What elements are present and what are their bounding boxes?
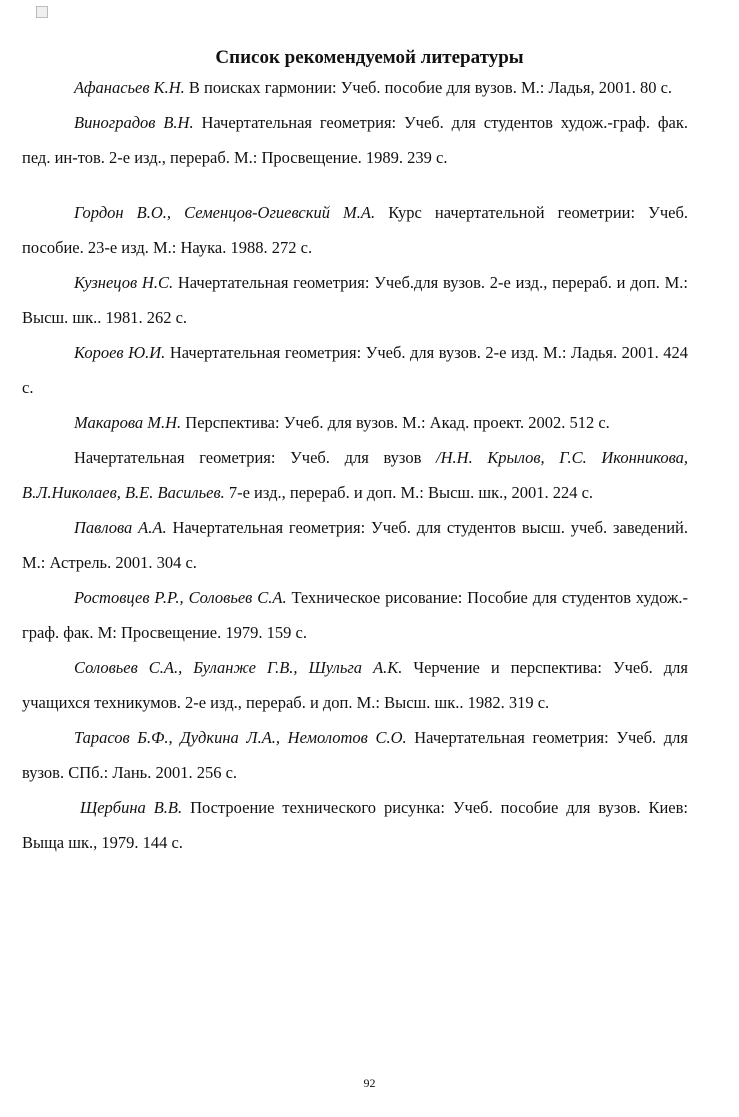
reference-authors: Павлова А.А. — [74, 518, 167, 537]
reference-title: Начертательная геометрия: Учеб. для вузов — [74, 448, 437, 467]
reference-item — [22, 405, 688, 440]
reference-list — [22, 70, 688, 860]
reference-authors: /Н.Н. Крылов, Г.С. Иконникова, В.Л.Николаев, В.Е. Васильев. — [22, 448, 688, 502]
reference-text: Начертательная геометрия: Учеб. для студентов худож.-граф. фак. пед. ин-тов. 2-е изд., перераб. М.: Просвещение. 1989. 239 с. — [22, 113, 688, 167]
reference-text: В поисках гармонии: Учеб. пособие для вузов. М.: Ладья, 2001. 80 с. — [184, 78, 673, 97]
reference-authors: Гордон В.О., Семенцов-Огиевский М.А. — [74, 203, 376, 222]
page-title: Список рекомендуемой литературы — [215, 46, 524, 68]
reference-authors: Тарасов Б.Ф., Дудкина Л.А., Немолотов С.О. — [74, 728, 407, 747]
reference-item — [22, 720, 688, 790]
reference-text: 7-е изд., перераб. и доп. М.: Высш. шк., 2001. 224 с. — [224, 483, 594, 502]
reference-authors: Кузнецов Н.С. — [74, 273, 174, 292]
reference-text: Построение технического рисунка: Учеб. пособие для вузов. Киев: Выща шк., 1979. 144 с. — [22, 798, 688, 852]
reference-authors: Афанасьев К.Н. — [74, 78, 185, 97]
reference-item — [22, 265, 688, 335]
reference-text: Перспектива: Учеб. для вузов. М.: Акад. проект. 2002. 512 с. — [181, 413, 610, 432]
reference-item — [22, 335, 688, 405]
reference-authors: Макарова М.Н. — [74, 413, 182, 432]
reference-authors: Ростовцев Р.Р., Соловьев С.А. — [74, 588, 287, 607]
reference-item — [22, 195, 688, 265]
reference-authors: Соловьев С.А., Буланже Г.В., Шульга А.К. — [74, 658, 403, 677]
reference-authors: Щербина В.В. — [80, 798, 183, 817]
reference-text: Черчение и перспектива: Учеб. для учащихся техникумов. 2-е изд., перераб. и доп. М.: Высш. шк.. 1982. 319 с. — [22, 658, 688, 712]
reference-authors: Короев Ю.И. — [74, 343, 166, 362]
reference-item — [22, 650, 688, 720]
reference-text: Начертательная геометрия: Учеб. для студентов высш. учеб. заведений. М.: Астрель. 2001. 304 с. — [22, 518, 689, 572]
scan-corner-mark — [36, 6, 48, 18]
reference-item — [22, 105, 688, 175]
reference-authors: Виноградов В.Н. — [74, 113, 194, 132]
reference-item — [22, 440, 688, 510]
reference-text: Техническое рисование: Пособие для студентов худож.-граф. фак. М: Просвещение. 1979. 159 с. — [22, 588, 689, 642]
reference-text: Начертательная геометрия: Учеб. для вузов. СПб.: Лань. 2001. 256 с. — [22, 728, 688, 782]
reference-item — [22, 510, 688, 580]
reference-text: Начертательная геометрия: Учеб. для вузов. 2-е изд. М.: Ладья. 2001. 424 с. — [22, 343, 689, 397]
reference-item — [22, 790, 688, 860]
reference-item — [22, 70, 688, 105]
reference-text: Начертательная геометрия: Учеб.для вузов. 2-е изд., перераб. и доп. М.: Высш. шк.. 1981. 262 с. — [22, 273, 688, 327]
reference-text: Курс начертательной геометрии: Учеб. пособие. 23-е изд. М.: Наука. 1988. 272 с. — [22, 203, 688, 257]
page-number: 92 — [363, 1076, 376, 1090]
reference-item — [22, 580, 688, 650]
